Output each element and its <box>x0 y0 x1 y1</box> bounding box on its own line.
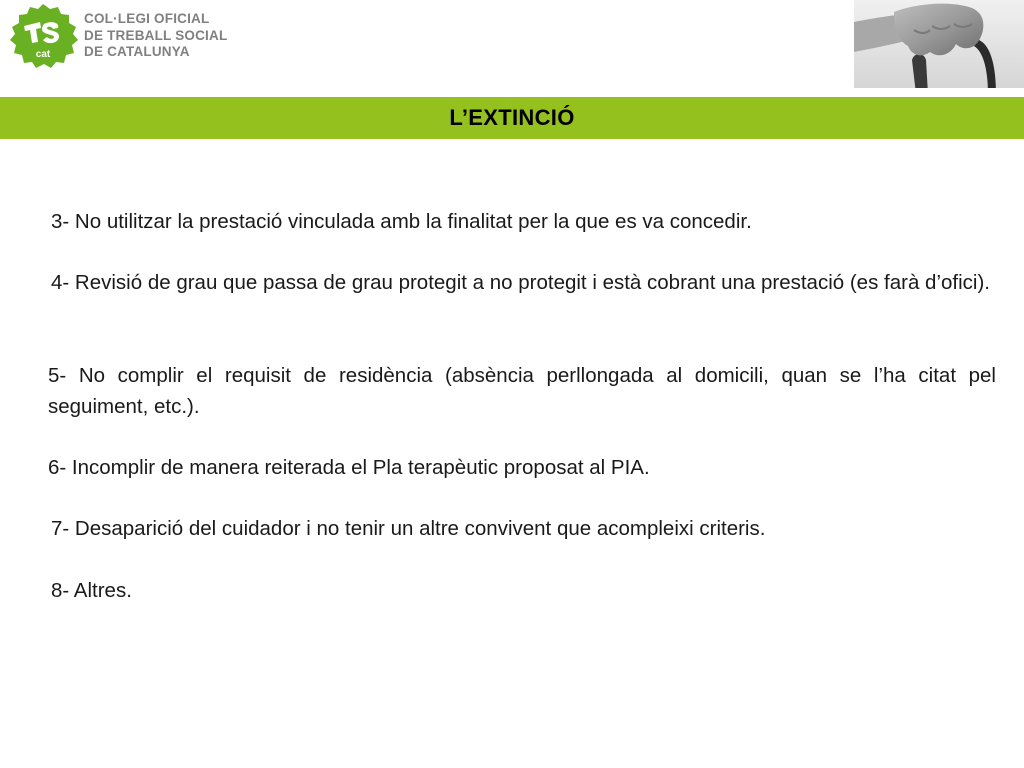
org-name-line-3: DE CATALUNYA <box>84 44 190 59</box>
logo-badge: cat <box>35 49 51 60</box>
list-item-6: 6- Incomplir de manera reiterada el Pla terapèutic proposat al PIA. <box>48 456 650 479</box>
list-item-4: 4- Revisió de grau que passa de grau protegit a no protegit i està cobrant una prestació (es farà d’ofici). <box>51 271 990 294</box>
org-name <box>84 11 227 61</box>
org-name-line-1: COL·LEGI OFICIAL <box>84 11 210 26</box>
slide-header <box>0 0 1024 95</box>
list-item-5: 5- No complir el requisit de residència (absència perllongada al domicili, quan se l’ha citat pel seguiment, etc.). <box>48 364 996 418</box>
page-title: L’EXTINCIÓ <box>449 105 575 130</box>
ts-logo <box>6 2 80 70</box>
list-item-3: 3- No utilitzar la prestació vinculada amb la finalitat per la que es va concedir. <box>51 210 752 233</box>
title-bar <box>0 95 1024 139</box>
list-item-8: 8- Altres. <box>51 579 132 602</box>
list-item-7: 7- Desaparició del cuidador i no tenir un altre convivent que acompleixi criteris. <box>51 517 766 540</box>
org-name-line-2: DE TREBALL SOCIAL <box>84 27 228 43</box>
cane-hand-photo <box>854 0 1024 94</box>
